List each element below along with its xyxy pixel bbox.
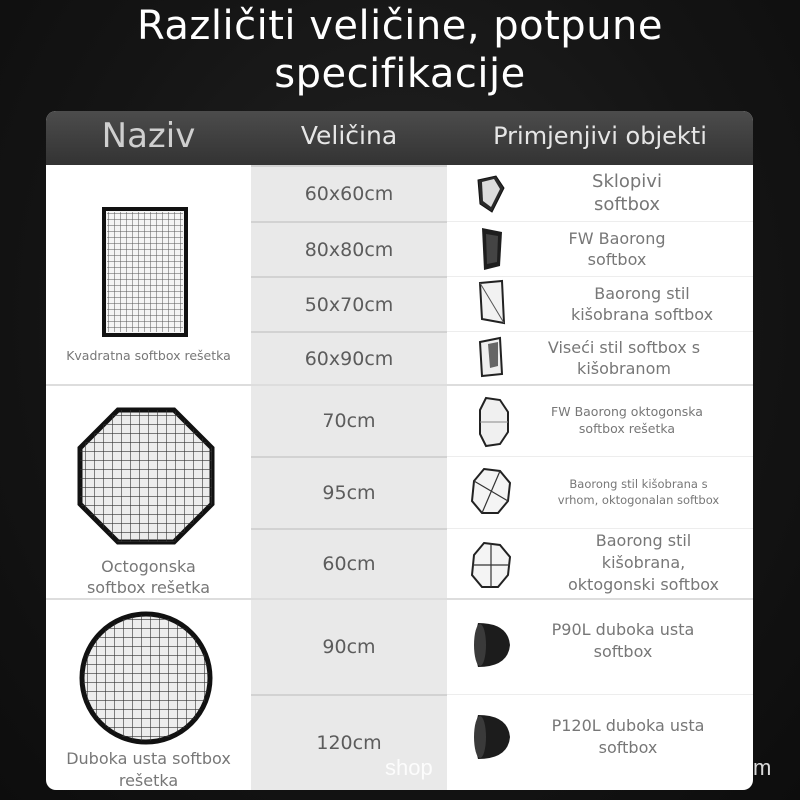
octagon-softbox-icon [476, 396, 510, 448]
object-line: oktogonski softbox [567, 575, 719, 594]
row-divider [447, 694, 753, 695]
octagon-umbrella-softbox-icon [470, 467, 512, 517]
object-line: Viseći stil softbox s [547, 337, 701, 357]
size-cell: 70cm [251, 384, 447, 456]
size-cell: 60cm [251, 528, 447, 598]
size-cell: 60x60cm [251, 165, 447, 221]
object-text [498, 611, 748, 671]
name-cell-square [46, 165, 251, 384]
size-cell: 60x90cm [251, 331, 447, 384]
object-text [494, 331, 753, 384]
object-line: P90L duboka usta [551, 620, 695, 639]
name-line: rešetka [118, 771, 179, 790]
object-text [516, 456, 753, 528]
spec-table [46, 111, 753, 790]
object-line: FW Baorong oktogonska [551, 404, 703, 419]
object-text [497, 221, 737, 276]
name-line: Octogonska [101, 557, 196, 576]
size-cell: 50x70cm [251, 276, 447, 331]
object-line: Baorong stil [595, 531, 692, 550]
object-text [507, 165, 747, 221]
object-line: softbox rešetka [578, 421, 676, 436]
size-cell: 120cm [251, 694, 447, 790]
size-cell: 90cm [251, 598, 447, 694]
square-grid-icon [102, 207, 188, 337]
name-cell-octagon [46, 386, 251, 598]
object-line: kišobrana, [601, 553, 686, 572]
watermark-right: m [753, 755, 772, 780]
object-line: vrhom, oktogonalan softbox [557, 493, 720, 507]
object-line: softbox [593, 642, 653, 661]
object-text [516, 528, 753, 598]
table-header [46, 111, 753, 165]
title-line-2: specifikacije [274, 51, 526, 97]
name-line: Duboka usta softbox [66, 749, 231, 768]
octagon-umbrella-softbox-2-icon [470, 541, 512, 589]
object-line: P120L duboka usta [551, 716, 705, 735]
name-label [46, 556, 251, 598]
size-cell: 80x80cm [251, 221, 447, 276]
name-cell-round [46, 600, 251, 790]
column-header-name: Naziv [101, 116, 196, 156]
title-line-1: Različiti veličine, potpune [136, 3, 664, 49]
object-line: FW Baorong [568, 228, 666, 248]
object-text [506, 384, 748, 456]
object-text [497, 276, 753, 331]
object-line: Sklopivi [592, 171, 662, 192]
object-line: kišobranom [577, 358, 671, 378]
name-line: softbox rešetka [86, 578, 211, 597]
name-label: Kvadratna softbox rešetka [66, 348, 231, 363]
object-line: Baorong stil kišobrana s [569, 477, 708, 491]
object-line: softbox [598, 738, 658, 757]
octagon-grid-icon [76, 406, 216, 546]
object-line: kišobrana softbox [570, 304, 714, 324]
object-line: Baorong stil [594, 283, 690, 303]
watermark [385, 755, 772, 781]
size-cell: 95cm [251, 456, 447, 528]
column-header-size: Veličina [300, 121, 398, 150]
foldable-softbox-icon [474, 174, 508, 214]
object-line: softbox [593, 194, 660, 215]
round-grid-icon [78, 610, 214, 746]
name-label [46, 748, 251, 790]
object-text [498, 707, 753, 767]
watermark-left: shop [385, 755, 433, 780]
object-line: softbox [587, 249, 647, 269]
column-header-objects: Primjenjivi objekti [493, 122, 707, 150]
